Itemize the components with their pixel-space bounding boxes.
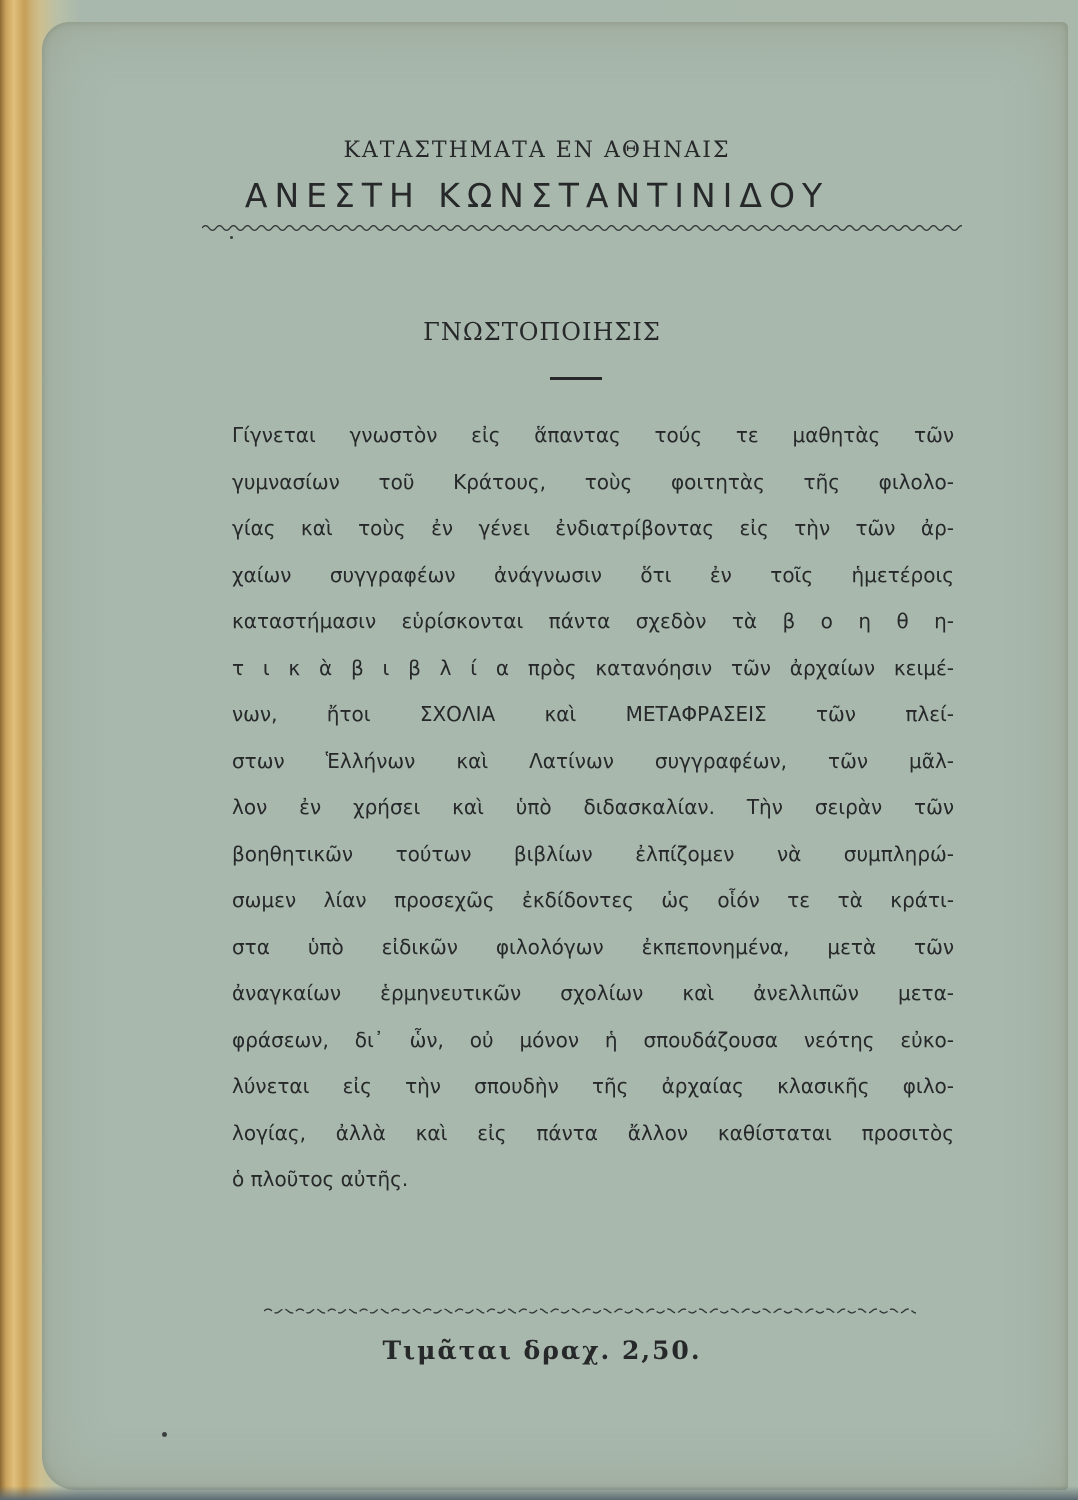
notice-line: λον ἐν χρήσει καὶ ὑπὸ διδασκαλίαν. Τὴν σειρὰν τῶν (232, 795, 954, 819)
ink-speck (162, 1432, 167, 1437)
notice-line: στα ὑπὸ εἰδικῶν φιλολόγων ἐκπεπονημένα, μετὰ τῶν (232, 934, 954, 959)
notice-line: ὁ πλοῦτος αὐτῆς. (232, 1167, 409, 1191)
notice-line: στων Ἑλλήνων καὶ Λατίνων συγγραφέων, τῶν μᾶλ- (232, 748, 954, 773)
store-location-line: ΚΑΤΑΣΤΗΜΑΤΑ ΕΝ ΑΘΗΝΑΙΣ (343, 138, 731, 163)
publisher-name: ΑΝΕΣΤΗ ΚΩΝΣΤΑΝΤΙΝΙΔΟΥ (244, 176, 830, 215)
notice-line: λύνεται εἰς τὴν σπουδὴν τῆς ἀρχαίας κλασικῆς φιλο- (232, 1074, 954, 1098)
notice-line: σωμεν λίαν προσεχῶς ἐκδίδοντες ὡς οἷόν τε τὰ κράτι- (232, 888, 954, 912)
dashed-wavy-divider (264, 1306, 916, 1316)
notice-line: ἀναγκαίων ἑρμηνευτικῶν σχολίων καὶ ἀνελλιπῶν μετα- (232, 981, 954, 1005)
cover-content (42, 0, 1068, 1500)
notice-heading: ΓΝΩΣΤΟΠΟΙΗΣΙΣ (423, 318, 661, 346)
ink-speck (230, 236, 233, 239)
notice-line: βοηθητικῶν τούτων βιβλίων ἐλπίζομεν νὰ συμπληρώ- (232, 841, 954, 866)
wavy-divider (202, 222, 962, 234)
notice-line: φράσεων, δι᾿ ὧν, οὐ μόνον ἡ σπουδάζουσα νεότης εὐκο- (232, 1027, 954, 1052)
notice-line: Γίγνεται γνωστὸν εἰς ἅπαντας τούς τε μαθητὰς τῶν (232, 423, 954, 447)
notice-line: τ ι κ ὰ β ι β λ ί α πρὸς κατανόησιν τῶν ἀρχαίων κειμέ- (232, 655, 954, 680)
notice-line: γίας καὶ τοὺς ἐν γένει ἐνδιατρίβοντας εἰς τὴν τῶν ἀρ- (232, 516, 954, 540)
price-line: Τιμᾶται δραχ. 2,50. (382, 1336, 702, 1365)
spine-edge (0, 0, 30, 1500)
heading-underline (550, 377, 602, 380)
notice-line: λογίας, ἀλλὰ καὶ εἰς πάντα ἄλλον καθίσταται προσιτὸς (232, 1120, 954, 1145)
notice-line: νων, ἤτοι ΣΧΟΛΙΑ καὶ ΜΕΤΑΦΡΑΣΕΙΣ τῶν πλεί- (232, 702, 954, 726)
notice-body (232, 412, 954, 1203)
notice-line: καταστήμασιν εὑρίσκονται πάντα σχεδὸν τὰ β ο η θ η- (232, 609, 954, 633)
notice-line: χαίων συγγραφέων ἀνάγνωσιν ὅτι ἐν τοῖς ἡμετέροις (232, 562, 954, 587)
notice-line: γυμνασίων τοῦ Κράτους, τοὺς φοιτητὰς τῆς φιλολο- (232, 469, 954, 494)
